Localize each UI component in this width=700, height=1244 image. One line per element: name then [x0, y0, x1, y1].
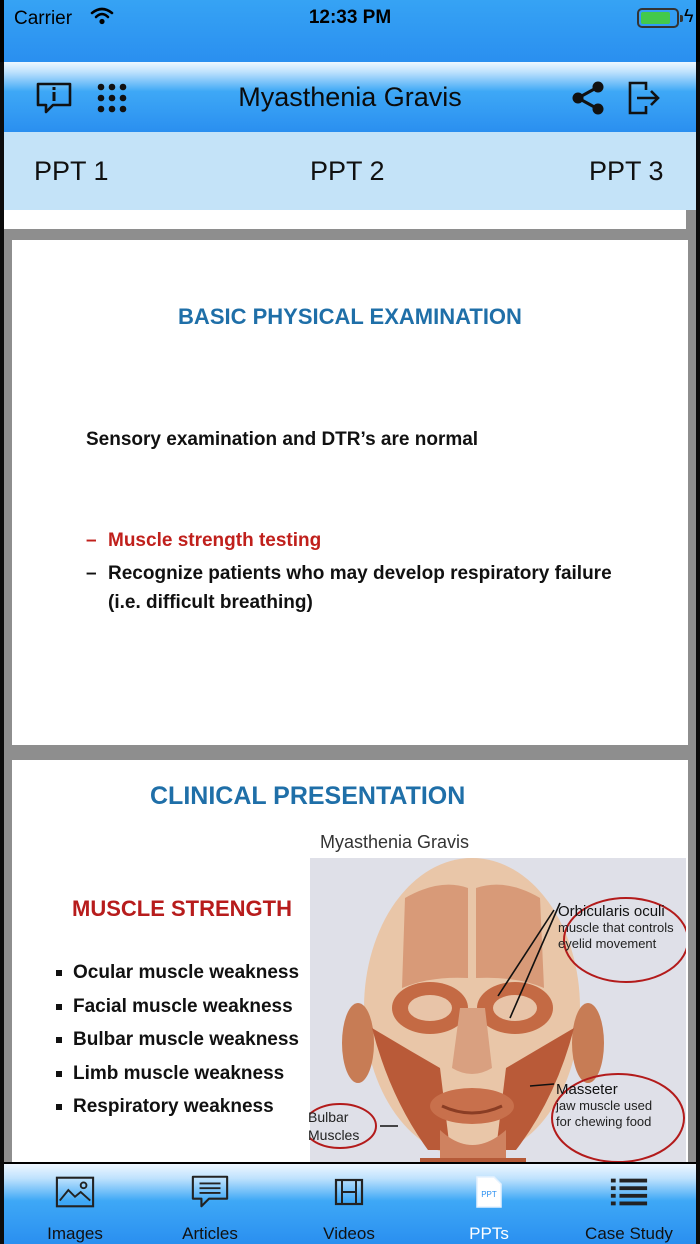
- tab-ppt-2[interactable]: PPT 2: [310, 156, 385, 186]
- tab-images[interactable]: [10, 1164, 140, 1244]
- tab-label: Articles: [182, 1224, 238, 1243]
- figure-title: Myasthenia Gravis: [320, 832, 470, 852]
- tab-label: Videos: [323, 1224, 375, 1243]
- slide-title: CLINICAL PRESENTATION: [150, 782, 466, 810]
- bulbar-line-1: Bulbar: [308, 1109, 349, 1125]
- masseter-desc: jaw muscle used for chewing food: [556, 1098, 653, 1129]
- face-muscle-figure: [308, 828, 688, 1162]
- share-icon[interactable]: [568, 78, 608, 118]
- tab-articles[interactable]: [145, 1164, 275, 1244]
- tab-label: Case Study: [585, 1224, 673, 1243]
- orbicularis-desc: muscle that controls eyelid movement: [558, 920, 674, 951]
- list-item: Respiratory weakness: [54, 1096, 299, 1130]
- image-icon: [55, 1174, 95, 1210]
- slide-bullet: [86, 530, 321, 552]
- bullet-text: Muscle strength testing: [108, 530, 322, 551]
- bullet-dash: –: [86, 563, 97, 584]
- tab-ppt-1[interactable]: PPT 1: [34, 156, 109, 186]
- carrier-label: Carrier: [14, 8, 73, 29]
- bullet-continuation: (i.e. difficult breathing): [108, 592, 313, 613]
- slide-title: BASIC PHYSICAL EXAMINATION: [178, 304, 522, 329]
- nav-bar: [4, 62, 696, 132]
- clock: 12:33 PM: [308, 7, 392, 28]
- page-title: Myasthenia Gravis: [238, 82, 462, 112]
- ppt-icon: [469, 1174, 509, 1210]
- tab-case-study[interactable]: [564, 1164, 694, 1244]
- battery-level: [641, 12, 670, 24]
- ppt-tab-strip: [4, 132, 696, 210]
- list-item: Limb muscle weakness: [54, 1063, 299, 1097]
- masseter-label: [556, 1082, 666, 1130]
- tab-label: Images: [47, 1224, 103, 1243]
- slide-basic-physical-examination: [12, 240, 688, 745]
- list-item: Ocular muscle weakness: [54, 962, 299, 996]
- film-icon: [329, 1174, 369, 1210]
- bulbar-label: [308, 1108, 368, 1144]
- orbicularis-label: [558, 904, 686, 952]
- bullet-dash: –: [86, 530, 97, 551]
- orbicularis-head: Orbicularis oculi: [558, 903, 665, 920]
- list-item: Bulbar muscle weakness: [54, 1029, 299, 1063]
- chat-icon: [190, 1174, 230, 1210]
- slide-clinical-presentation: [12, 760, 688, 1162]
- slide-text: Sensory examination and DTR’s are normal: [86, 429, 479, 450]
- battery-icon: [637, 8, 679, 28]
- svg-text:PPT: PPT: [481, 1190, 497, 1199]
- tab-label: PPTs: [469, 1224, 509, 1243]
- slides-scroll-area[interactable]: [4, 210, 696, 1162]
- charging-icon: ϟ: [684, 6, 694, 26]
- masseter-head: Masseter: [556, 1081, 618, 1098]
- tab-ppt-3[interactable]: PPT 3: [589, 156, 664, 186]
- slide-bullet: [86, 563, 612, 585]
- tab-ppts[interactable]: [424, 1164, 554, 1244]
- tab-videos[interactable]: [284, 1164, 414, 1244]
- bullet-text: Recognize patients who may develop respiratory failure: [108, 563, 612, 584]
- battery-tip: [680, 15, 683, 22]
- previous-slide-edge: [4, 210, 686, 229]
- status-bar: [0, 0, 700, 62]
- slide-subtitle: MUSCLE STRENGTH: [72, 896, 292, 921]
- list-icon: [609, 1174, 649, 1210]
- symptom-list: [54, 962, 299, 1130]
- logout-icon[interactable]: [624, 78, 664, 118]
- bulbar-line-2: Muscles: [308, 1127, 360, 1143]
- bottom-tab-bar: [4, 1162, 696, 1244]
- list-item: Facial muscle weakness: [54, 996, 299, 1030]
